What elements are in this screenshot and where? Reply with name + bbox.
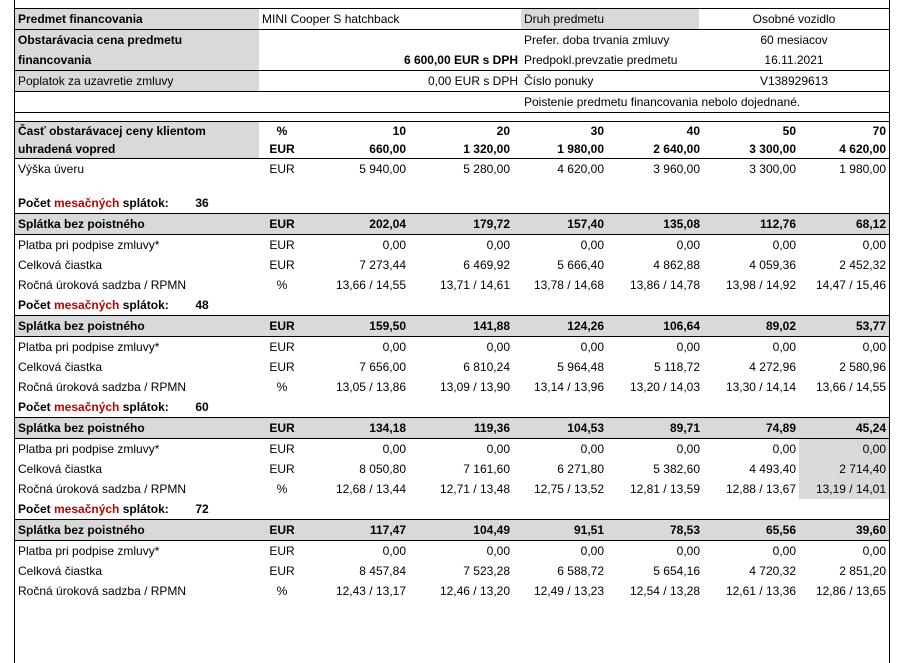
loan-value: 5 280,00 — [463, 162, 510, 176]
installment-value: 65,56 — [703, 520, 799, 541]
total-value: 5 118,72 — [654, 360, 700, 374]
total-unit: EUR — [269, 360, 295, 374]
downpayment-percent: 30 — [513, 122, 607, 141]
rate-value: 12,61 / 13,36 — [725, 584, 796, 598]
installment-value: 74,89 — [703, 418, 799, 439]
total-value: 6 469,92 — [463, 258, 510, 272]
total-unit: EUR — [269, 258, 295, 272]
signing-label: Platba pri podpise zmluvy* — [18, 544, 160, 558]
total-value: 4 720,32 — [749, 564, 796, 578]
count-highlight: mesačných — [54, 400, 120, 414]
rate-row — [15, 377, 889, 397]
offer-number-label: Číslo ponuky — [521, 71, 699, 92]
downpayment-unit-eur: EUR — [259, 140, 305, 159]
count-highlight: mesačných — [54, 502, 120, 516]
installment-value: 119,36 — [409, 418, 513, 439]
total-value: 8 457,84 — [359, 564, 406, 578]
installment-label: Splátka bez poistného — [15, 316, 259, 337]
subject-value: MINI Cooper S hatchback — [259, 9, 521, 30]
signing-value: 0,00 — [486, 442, 510, 456]
installment-value: 104,53 — [513, 418, 607, 439]
rate-value: 13,14 / 13,96 — [533, 380, 604, 394]
signing-value: 0,00 — [580, 238, 604, 252]
downpayment-amount: 4 620,00 — [799, 140, 889, 159]
loan-unit: EUR — [269, 162, 295, 176]
count-highlight: mesačných — [54, 196, 120, 210]
installment-count-row — [15, 499, 889, 520]
total-row — [15, 255, 889, 275]
total-value: 4 272,96 — [749, 360, 796, 374]
count-prefix: Počet — [18, 400, 55, 414]
total-value: 5 382,60 — [653, 462, 700, 476]
takeover-label: Predpokl.prevzatie predmetu — [524, 53, 678, 67]
rate-value: 13,66 / 14,55 — [815, 380, 886, 394]
loan-value: 4 620,00 — [557, 162, 604, 176]
rate-value: 13,86 / 14,78 — [629, 278, 700, 292]
installment-unit: EUR — [259, 316, 305, 337]
count-highlight: mesačných — [54, 298, 120, 312]
downpayment-amount: 660,00 — [305, 140, 409, 159]
loan-value: 3 960,00 — [653, 162, 700, 176]
installment-value: 89,02 — [703, 316, 799, 337]
count-prefix: Počet — [18, 298, 55, 312]
signing-value: 0,00 — [676, 238, 700, 252]
total-value: 5 654,16 — [653, 564, 700, 578]
installment-value: 135,08 — [607, 214, 703, 235]
total-label: Celková čiastka — [18, 462, 103, 476]
installment-value: 124,26 — [513, 316, 607, 337]
rate-value: 13,78 / 14,68 — [533, 278, 604, 292]
total-row — [15, 561, 889, 581]
total-value: 2 714,40 — [799, 459, 889, 479]
downpayment-amount: 3 300,00 — [703, 140, 799, 159]
rate-label: Ročná úroková sadzba / RPMN — [18, 482, 187, 496]
installment-value: 39,60 — [799, 520, 889, 541]
signing-value: 0,00 — [486, 340, 510, 354]
total-label: Celková čiastka — [18, 258, 103, 272]
rate-value: 12,71 / 13,48 — [439, 482, 510, 496]
installment-row — [15, 520, 889, 541]
signing-value: 0,00 — [862, 238, 886, 252]
rate-value: 13,66 / 14,55 — [335, 278, 406, 292]
downpayment-percent: 10 — [305, 122, 409, 141]
installment-value: 104,49 — [409, 520, 513, 541]
signing-value: 0,00 — [772, 238, 796, 252]
rate-value: 12,88 / 13,67 — [725, 482, 796, 496]
installment-value: 117,47 — [305, 520, 409, 541]
fee-value: 0,00 EUR s DPH — [259, 71, 521, 92]
signing-value: 0,00 — [382, 238, 406, 252]
total-value: 6 588,72 — [557, 564, 604, 578]
signing-row — [15, 337, 889, 358]
total-unit: EUR — [269, 462, 295, 476]
rate-value: 12,46 / 13,20 — [439, 584, 510, 598]
rate-value: 14,47 / 15,46 — [815, 278, 886, 292]
downpayment-amount: 1 980,00 — [513, 140, 607, 159]
total-row — [15, 357, 889, 377]
signing-value: 0,00 — [772, 340, 796, 354]
fee-label: Poplatok za uzavretie zmluvy — [15, 71, 259, 92]
installment-count-label — [15, 193, 889, 214]
installment-count: 60 — [195, 400, 209, 414]
total-unit: EUR — [269, 564, 295, 578]
installment-value: 78,53 — [607, 520, 703, 541]
price-label-1: Obstarávacia cena predmetu — [15, 30, 259, 51]
installment-count: 36 — [195, 196, 209, 210]
total-value: 7 273,44 — [359, 258, 406, 272]
downpayment-percent: 40 — [607, 122, 703, 141]
signing-unit: EUR — [269, 544, 295, 558]
installment-unit: EUR — [259, 418, 305, 439]
signing-row — [15, 541, 889, 562]
count-suffix: splátok: — [119, 298, 169, 312]
downpayment-label-2: uhradená vopred — [15, 140, 259, 159]
installment-value: 45,24 — [799, 418, 889, 439]
signing-row — [15, 439, 889, 460]
rate-value: 12,49 / 13,23 — [533, 584, 604, 598]
downpayment-percent: 70 — [799, 122, 889, 141]
rate-value: 12,43 / 13,17 — [335, 584, 406, 598]
type-label: Druh predmetu — [521, 9, 699, 30]
total-label: Celková čiastka — [18, 564, 103, 578]
rate-value: 13,20 / 14,03 — [629, 380, 700, 394]
signing-value: 0,00 — [486, 544, 510, 558]
rate-value: 13,71 / 14,61 — [439, 278, 510, 292]
rate-unit: % — [276, 380, 288, 394]
rate-value: 12,81 / 13,59 — [629, 482, 700, 496]
total-value: 5 666,40 — [557, 258, 604, 272]
installment-value: 141,88 — [409, 316, 513, 337]
signing-value: 0,00 — [580, 442, 604, 456]
total-value: 6 810,24 — [463, 360, 510, 374]
signing-value: 0,00 — [676, 340, 700, 354]
signing-value: 0,00 — [676, 442, 700, 456]
signing-value: 0,00 — [676, 544, 700, 558]
signing-unit: EUR — [269, 340, 295, 354]
subject-label: Predmet financovania — [15, 9, 259, 30]
loan-value: 1 980,00 — [839, 162, 886, 176]
downpayment-amount: 2 640,00 — [607, 140, 703, 159]
rate-value: 13,05 / 13,86 — [335, 380, 406, 394]
installment-label: Splátka bez poistného — [15, 214, 259, 235]
rate-unit: % — [276, 278, 288, 292]
price-value: 6 600,00 EUR s DPH — [403, 53, 518, 67]
insurance-note: Poistenie predmetu financovania nebolo dojednané. — [521, 92, 889, 113]
total-value: 5 964,48 — [557, 360, 604, 374]
signing-value: 0,00 — [580, 340, 604, 354]
total-value: 2 851,20 — [839, 564, 886, 578]
rate-value: 13,30 / 14,14 — [725, 380, 796, 394]
rate-value: 13,19 / 14,01 — [799, 479, 889, 499]
total-value: 2 580,96 — [839, 360, 886, 374]
installment-value: 89,71 — [607, 418, 703, 439]
signing-label: Platba pri podpise zmluvy* — [18, 442, 160, 456]
signing-value: 0,00 — [862, 340, 886, 354]
installment-count-row — [15, 295, 889, 316]
installment-table — [15, 121, 889, 601]
installment-count-row — [15, 397, 889, 418]
rate-row — [15, 275, 889, 295]
signing-value: 0,00 — [486, 238, 510, 252]
loan-label: Výška úveru — [18, 162, 85, 176]
offer-header-table — [15, 8, 889, 113]
duration-label: Prefer. doba trvania zmluvy — [521, 30, 699, 51]
installment-row — [15, 418, 889, 439]
rate-unit: % — [276, 584, 288, 598]
loan-value: 5 940,00 — [359, 162, 406, 176]
installment-count: 48 — [195, 298, 209, 312]
installment-value: 202,04 — [305, 214, 409, 235]
installment-row — [15, 316, 889, 337]
offer-number-value: V138929613 — [699, 71, 889, 92]
total-value: 7 161,60 — [463, 462, 510, 476]
installment-value: 179,72 — [409, 214, 513, 235]
downpayment-label-1: Časť obstarávacej ceny klientom — [15, 122, 259, 141]
total-value: 8 050,80 — [359, 462, 406, 476]
rate-label: Ročná úroková sadzba / RPMN — [18, 380, 187, 394]
installment-value: 157,40 — [513, 214, 607, 235]
downpayment-percent: 20 — [409, 122, 513, 141]
rate-row — [15, 479, 889, 499]
signing-value: 0,00 — [772, 544, 796, 558]
total-value: 7 523,28 — [463, 564, 510, 578]
downpayment-amount: 1 320,00 — [409, 140, 513, 159]
rate-value: 12,68 / 13,44 — [335, 482, 406, 496]
rate-value: 13,09 / 13,90 — [439, 380, 510, 394]
installment-value: 53,77 — [799, 316, 889, 337]
rate-unit: % — [276, 482, 288, 496]
signing-row — [15, 235, 889, 256]
downpayment-percent: 50 — [703, 122, 799, 141]
installment-count-label — [15, 499, 889, 520]
count-suffix: splátok: — [119, 196, 169, 210]
installment-count-label — [15, 397, 889, 418]
total-value: 6 271,80 — [557, 462, 604, 476]
takeover-value: 16.11.2021 — [764, 53, 824, 67]
count-suffix: splátok: — [119, 400, 169, 414]
count-suffix: splátok: — [119, 502, 169, 516]
installment-value: 159,50 — [305, 316, 409, 337]
rate-label: Ročná úroková sadzba / RPMN — [18, 584, 187, 598]
installment-count-row — [15, 193, 889, 214]
signing-value: 0,00 — [382, 442, 406, 456]
rate-value: 12,75 / 13,52 — [533, 482, 604, 496]
count-prefix: Počet — [18, 196, 55, 210]
price-label-2: financovania — [15, 50, 259, 71]
rate-row — [15, 581, 889, 601]
signing-label: Platba pri podpise zmluvy* — [18, 238, 160, 252]
rate-label: Ročná úroková sadzba / RPMN — [18, 278, 187, 292]
signing-value: 0,00 — [382, 340, 406, 354]
signing-value: 0,00 — [799, 439, 889, 460]
signing-value: 0,00 — [772, 442, 796, 456]
rate-value: 12,54 / 13,28 — [629, 584, 700, 598]
installment-row — [15, 214, 889, 235]
total-value: 7 656,00 — [359, 360, 406, 374]
signing-label: Platba pri podpise zmluvy* — [18, 340, 160, 354]
loan-value: 3 300,00 — [749, 162, 796, 176]
signing-unit: EUR — [269, 442, 295, 456]
installment-value: 106,64 — [607, 316, 703, 337]
total-label: Celková čiastka — [18, 360, 103, 374]
installment-value: 91,51 — [513, 520, 607, 541]
installment-count: 72 — [195, 502, 209, 516]
total-value: 4 059,36 — [749, 258, 796, 272]
rate-value: 12,86 / 13,65 — [815, 584, 886, 598]
installment-label: Splátka bez poistného — [15, 520, 259, 541]
signing-value: 0,00 — [862, 544, 886, 558]
count-prefix: Počet — [18, 502, 55, 516]
duration-value: 60 mesiacov — [699, 30, 889, 51]
installment-unit: EUR — [259, 520, 305, 541]
total-row — [15, 459, 889, 479]
financing-offer-sheet — [14, 0, 890, 663]
total-value: 4 493,40 — [749, 462, 796, 476]
total-value: 4 862,88 — [653, 258, 700, 272]
installment-unit: EUR — [259, 214, 305, 235]
installment-value: 112,76 — [703, 214, 799, 235]
installment-value: 134,18 — [305, 418, 409, 439]
signing-unit: EUR — [269, 238, 295, 252]
signing-value: 0,00 — [382, 544, 406, 558]
signing-value: 0,00 — [580, 544, 604, 558]
rate-value: 13,98 / 14,92 — [725, 278, 796, 292]
total-value: 2 452,32 — [839, 258, 886, 272]
downpayment-unit-pct: % — [259, 122, 305, 141]
type-value: Osobné vozidlo — [699, 9, 889, 30]
installment-value: 68,12 — [799, 214, 889, 235]
installment-label: Splátka bez poistného — [15, 418, 259, 439]
installment-count-label — [15, 295, 889, 316]
